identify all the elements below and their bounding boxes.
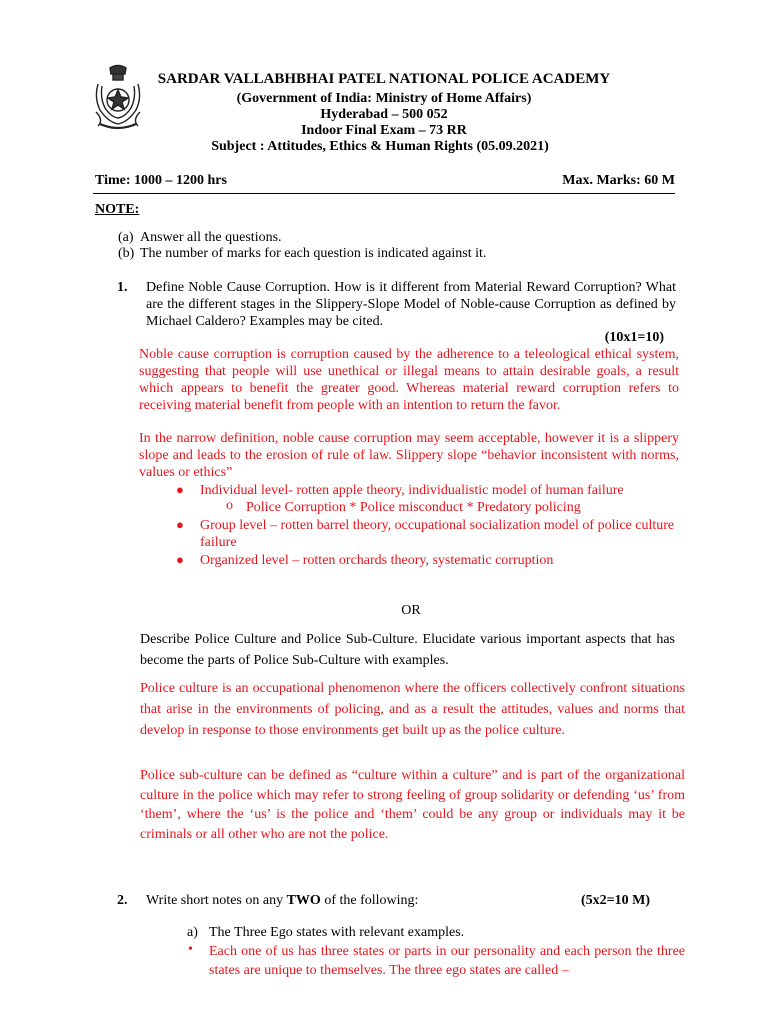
subject-line: Subject : Attitudes, Ethics & Human Rights (05.09.2021) xyxy=(211,139,549,154)
note-title: NOTE: xyxy=(95,202,140,217)
q1-bullet-group: Group level – rotten barrel theory, occupational socialization model of police culture failure xyxy=(200,518,675,550)
bullet-icon: ● xyxy=(176,517,184,532)
q2-item-a-answer: Each one of us has three states or parts in our personality and each person the three states are unique to themselves. The three ego states are called – xyxy=(209,944,685,978)
q1-alt-answer-paragraph-2: Police sub-culture can be defined as “culture within a culture” and is part of the organizational culture in the police which may refer to strong feeling of group solidarity or defending ‘us’ from ‘them’, where the ‘us’ is the police and ‘them’ could be any group or individuals may it be criminals or all other who are not the police. xyxy=(140,768,685,842)
government-line: (Government of India: Ministry of Home Affairs) xyxy=(236,91,532,106)
note-b-mark: (b) xyxy=(118,246,135,261)
academy-name: SARDAR VALLABHBHAI PATEL NATIONAL POLICE ACADEMY xyxy=(157,71,611,87)
exam-time: Time: 1000 – 1200 hrs xyxy=(95,173,227,188)
exam-line: Indoor Final Exam – 73 RR xyxy=(301,123,467,138)
bullet-icon: ● xyxy=(176,482,184,497)
bullet-icon: • xyxy=(188,942,193,957)
bullet-icon: ● xyxy=(176,552,184,567)
q1-answer-paragraph-1: Noble cause corruption is corruption caused by the adherence to a teleological ethical system, suggesting that people will use unethical or illegal means to attain desirable goals, a result which appears to benefit the greater good. Whereas material reward corruption refers to receiving material benefit from people with an intention to return the favor. xyxy=(139,347,679,413)
note-a-mark: (a) xyxy=(118,230,134,245)
circle-bullet-icon: o xyxy=(226,498,233,513)
q2-marks: (5x2=10 M) xyxy=(580,893,650,908)
header-divider xyxy=(93,193,675,194)
max-marks: Max. Marks: 60 M xyxy=(562,173,675,188)
note-b-text: The number of marks for each question is indicated against it. xyxy=(140,246,487,261)
q2-text: Write short notes on any TWO of the following: xyxy=(146,893,419,908)
q1-bullet-organized: Organized level – rotten orchards theory, systematic corruption xyxy=(200,553,554,568)
q1-text: Define Noble Cause Corruption. How is it different from Material Reward Corruption? What are the different stages in the Slippery-Slope Model of Noble-cause Corruption as defined by Michael Caldero? Examples may be cited. xyxy=(146,280,676,329)
q1-alt-answer-paragraph-1: Police culture is an occupational phenomenon where the officers collectively confront situations that arise in the environments of policing, and as a result the attitudes, values and norms that develop in response to those environments get built up as the police culture. xyxy=(140,681,685,738)
q1-bullet-individual: Individual level- rotten apple theory, individualistic model of human failure xyxy=(200,483,624,498)
city-line: Hyderabad – 500 052 xyxy=(320,107,448,122)
q1-answer-paragraph-2: In the narrow definition, noble cause corruption may seem acceptable, however it is a slippery slope and leads to the erosion of rule of law. Slippery slope “behavior inconsistent with norms, values or ethics” xyxy=(139,431,679,480)
q2-item-a-mark: a) xyxy=(187,925,198,940)
q1-marks: (10x1=10) xyxy=(604,330,664,345)
q1-sub-bullet: Police Corruption * Police misconduct * Predatory policing xyxy=(246,500,581,515)
q1-alt-text: Describe Police Culture and Police Sub-Culture. Elucidate various important aspects that has become the parts of Police Sub-Culture with examples. xyxy=(140,632,675,668)
q2-item-a: The Three Ego states with relevant examples. xyxy=(209,925,465,940)
q2-number: 2. xyxy=(117,893,128,908)
q1-number: 1. xyxy=(117,280,128,295)
or-separator: OR xyxy=(401,603,421,618)
note-a-text: Answer all the questions. xyxy=(140,230,282,245)
